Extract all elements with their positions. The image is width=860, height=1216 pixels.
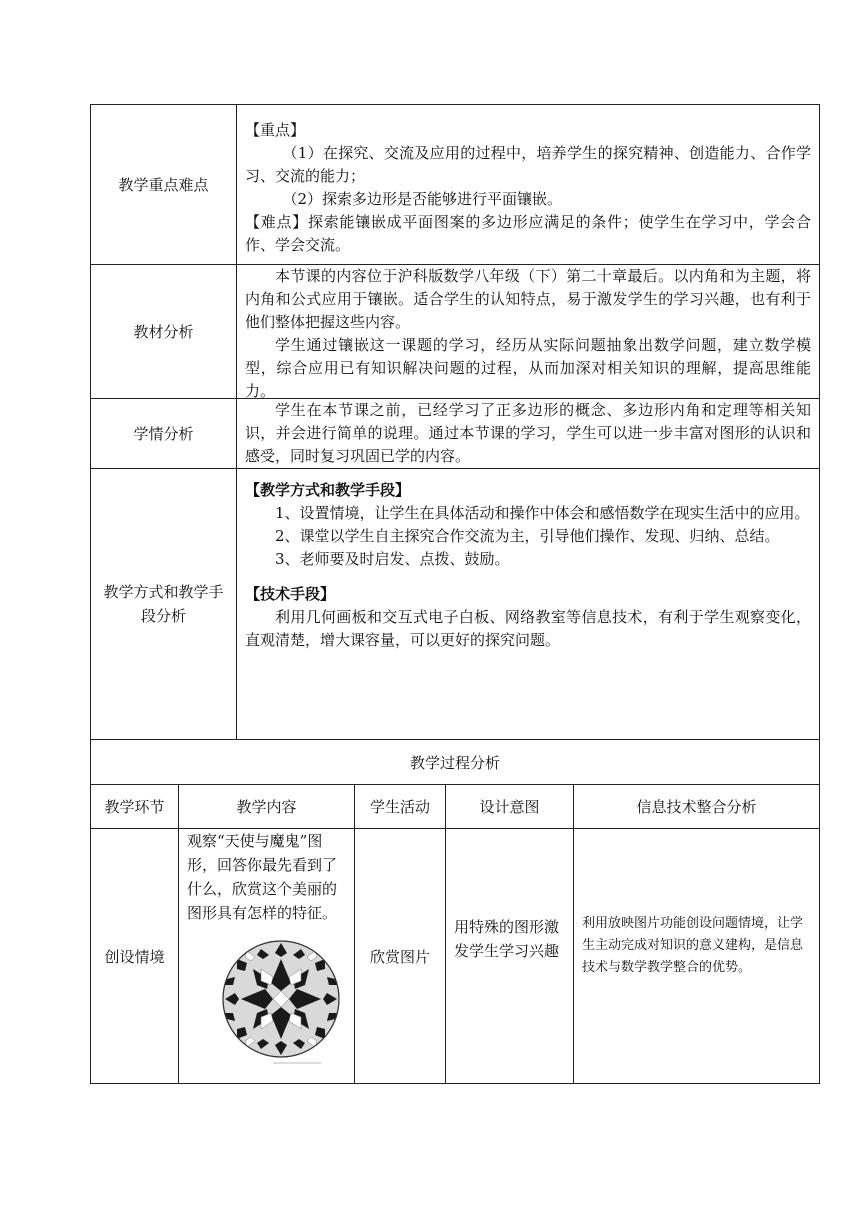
tech-paragraph: 利用几何画板和交互式电子白板、网络教室等信息技术，有利于学生观察变化，直观清楚，增大课容量，可以更好的探究问题。 bbox=[245, 608, 811, 649]
zhongdian-item-2: （2）探索多边形是否能够进行平面镶嵌。 bbox=[282, 190, 563, 208]
methods-item-3: 3、老师要及时启发、点拨、鼓励。 bbox=[275, 550, 510, 568]
process-title: 教学过程分析 bbox=[409, 753, 500, 772]
nandian-paragraph bbox=[245, 211, 811, 257]
row-process-title bbox=[90, 739, 820, 784]
textbook-paragraph-2: 学生通过镶嵌这一课题的学习，经历从实际问题抽象出数学问题，建立数学模型，综合应用已有知识解决问题的过程，从而加深对相关知识的理解，提高思维能力。 bbox=[245, 336, 811, 400]
row-methods bbox=[90, 468, 820, 739]
process-row bbox=[90, 828, 820, 1084]
nandian-text: 探索能镶嵌成平面图案的多边形应满足的条件；使学生在学习中，学会合作、学会交流。 bbox=[245, 213, 811, 254]
content-methods bbox=[237, 469, 819, 739]
row-key-points bbox=[90, 104, 820, 264]
row-content-cell bbox=[179, 829, 355, 1083]
label-methods: 教学方式和教学手段分析 bbox=[91, 469, 237, 739]
methods-heading: 【教学方式和教学手段】 bbox=[245, 481, 411, 499]
row-students bbox=[90, 398, 820, 468]
header-activity: 学生活动 bbox=[355, 785, 446, 828]
lesson-plan-table bbox=[90, 104, 820, 1084]
header-stage: 教学环节 bbox=[91, 785, 179, 828]
nandian-heading: 【难点】 bbox=[245, 213, 308, 231]
header-info-tech: 信息技术整合分析 bbox=[636, 798, 757, 816]
content-textbook bbox=[237, 265, 819, 398]
zhongdian-item-1: （1）在探究、交流及应用的过程中，培养学生的探究精神、创造能力、合作学习、交流的能力； bbox=[245, 144, 811, 185]
circle-limit-tessellation-image bbox=[217, 939, 345, 1067]
label-students: 学情分析 bbox=[91, 399, 237, 468]
row-content-text: 观察“天使与魔鬼”图形，回答你最先看到了什么，欣赏这个美丽的图形具有怎样的特征。 bbox=[187, 832, 338, 922]
row-stage: 创设情境 bbox=[91, 829, 179, 1083]
process-header-row bbox=[90, 784, 820, 828]
methods-item-2: 2、课堂以学生自主探究合作交流为主，引导他们操作、发现、归纳、总结。 bbox=[275, 527, 780, 545]
header-content: 教学内容 bbox=[179, 785, 355, 828]
label-textbook: 教材分析 bbox=[91, 265, 237, 398]
content-students bbox=[237, 399, 819, 468]
tech-heading: 【技术手段】 bbox=[245, 585, 336, 603]
row-textbook bbox=[90, 264, 820, 398]
methods-item-1: 1、设置情境，让学生在具体活动和操作中体会和感悟数学在现实生活中的应用。 bbox=[275, 504, 810, 522]
zhongdian-heading: 【重点】 bbox=[245, 121, 306, 139]
content-key-points bbox=[237, 105, 819, 264]
students-paragraph: 学生在本节课之前，已经学习了正多边形的概念、多边形内角和定理等相关知识，并会进行简单的说理。通过本节课的学习，学生可以进一步丰富对图形的认识和感受，同时复习巩固已学的内容。 bbox=[245, 401, 811, 465]
textbook-paragraph-1: 本节课的内容位于沪科版数学八年级（下）第二十章最后。以内角和为主题，将内角和公式应用于镶嵌。适合学生的认知特点，易于激发学生的学习兴趣，也有利于他们整体把握这些内容。 bbox=[245, 267, 811, 331]
header-intent: 设计意图 bbox=[446, 785, 574, 828]
row-intent: 用特殊的图形激发学生学习兴趣 bbox=[446, 829, 574, 1083]
label-key-points: 教学重点难点 bbox=[91, 105, 237, 264]
row-activity: 欣赏图片 bbox=[355, 829, 446, 1083]
row-info-tech: 利用放映图片功能创设问题情境，让学生主动完成对知识的意义建构，是信息技术与数学教学整合的优势。 bbox=[582, 916, 804, 975]
